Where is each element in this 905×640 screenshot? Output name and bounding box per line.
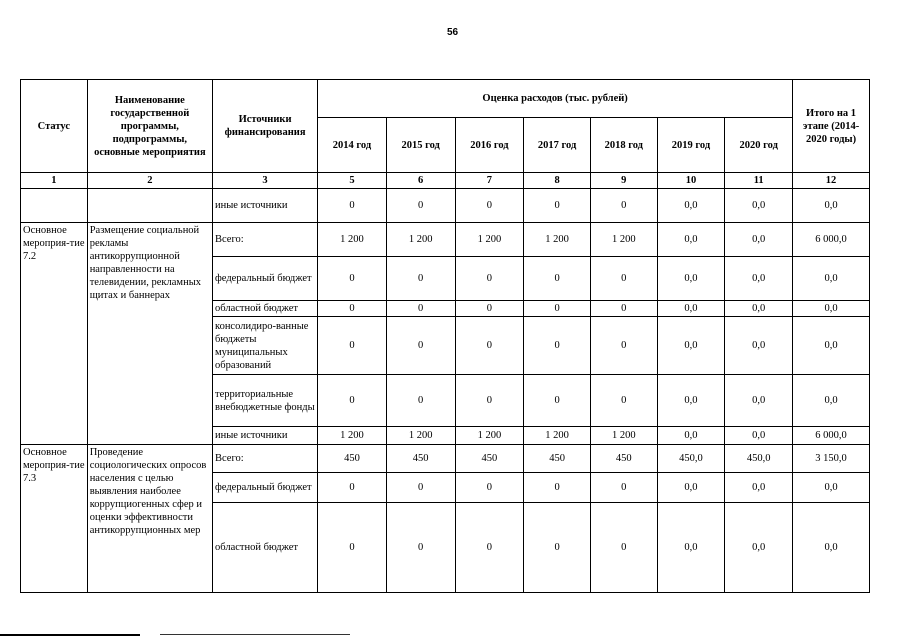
value-cell: 0	[386, 189, 455, 223]
value-cell: 1 200	[318, 223, 387, 257]
value-cell: 0,0	[725, 257, 793, 301]
value-cell: 6 000,0	[793, 223, 870, 257]
header-costs: Оценка расходов (тыс. рублей)	[318, 80, 793, 118]
value-cell: 0,0	[793, 473, 870, 503]
value-cell: 0,0	[725, 301, 793, 317]
source-cell: консолидиро-ванные бюджеты муниципальных образований	[213, 317, 318, 375]
value-cell: 0,0	[657, 503, 725, 593]
value-cell: 0,0	[657, 427, 725, 445]
value-cell: 0	[455, 473, 524, 503]
value-cell: 0	[318, 473, 387, 503]
value-cell: 450	[386, 445, 455, 473]
value-cell: 0,0	[725, 189, 793, 223]
page-edge-rule	[0, 634, 140, 636]
value-cell: 450	[524, 445, 591, 473]
budget-table	[20, 79, 870, 593]
value-cell: 0,0	[657, 223, 725, 257]
source-cell: областной бюджет	[213, 503, 318, 593]
value-cell: 0	[386, 317, 455, 375]
value-cell: 1 200	[524, 427, 591, 445]
source-cell: Всего:	[213, 445, 318, 473]
header-year: 2017 год	[524, 118, 591, 173]
value-cell: 0,0	[793, 189, 870, 223]
value-cell: 0,0	[657, 317, 725, 375]
header-name: Наименование государственной программы, подпрограммы, основные мероприятия	[87, 80, 212, 173]
source-cell: федеральный бюджет	[213, 473, 318, 503]
column-number: 10	[657, 173, 725, 189]
value-cell: 0	[590, 317, 657, 375]
value-cell: 0	[318, 301, 387, 317]
value-cell: 1 200	[386, 427, 455, 445]
column-number: 11	[725, 173, 793, 189]
value-cell: 0	[590, 301, 657, 317]
header-year: 2018 год	[590, 118, 657, 173]
value-cell: 0,0	[725, 473, 793, 503]
source-cell: федеральный бюджет	[213, 257, 318, 301]
column-number: 8	[524, 173, 591, 189]
value-cell: 0	[455, 301, 524, 317]
value-cell: 1 200	[455, 223, 524, 257]
header-total: Итого на 1 этапе (2014-2020 годы)	[793, 80, 870, 173]
header-year: 2016 год	[455, 118, 524, 173]
value-cell: 0,0	[793, 375, 870, 427]
value-cell: 450,0	[657, 445, 725, 473]
value-cell: 0	[524, 301, 591, 317]
source-cell: областной бюджет	[213, 301, 318, 317]
value-cell: 0	[318, 189, 387, 223]
value-cell: 0	[524, 189, 591, 223]
value-cell: 450	[455, 445, 524, 473]
value-cell: 0,0	[793, 301, 870, 317]
value-cell: 0	[590, 473, 657, 503]
value-cell: 0	[318, 503, 387, 593]
value-cell: 0	[386, 375, 455, 427]
value-cell: 0	[524, 375, 591, 427]
value-cell: 0	[590, 189, 657, 223]
value-cell: 450,0	[725, 445, 793, 473]
measure-name: Проведение социологических опросов населения с целью выявления наиболее коррупциогенных сфер и оценки эффективности антикоррупционных мер	[87, 445, 212, 593]
header-sources: Источники финансирования	[213, 80, 318, 173]
value-cell: 0,0	[793, 317, 870, 375]
value-cell: 0,0	[725, 427, 793, 445]
value-cell: 0,0	[725, 317, 793, 375]
value-cell: 1 200	[590, 223, 657, 257]
value-cell: 0	[455, 503, 524, 593]
value-cell: 1 200	[524, 223, 591, 257]
value-cell: 0	[318, 317, 387, 375]
table-row	[21, 445, 870, 473]
value-cell: 0	[524, 473, 591, 503]
value-cell: 0	[455, 257, 524, 301]
column-number: 9	[590, 173, 657, 189]
value-cell: 0	[524, 257, 591, 301]
value-cell: 0,0	[725, 503, 793, 593]
source-cell: иные источники	[213, 189, 318, 223]
value-cell: 0	[590, 503, 657, 593]
measure-status: Основное мероприя-тие 7.2	[21, 223, 88, 445]
column-number: 1	[21, 173, 88, 189]
source-cell: Всего:	[213, 223, 318, 257]
value-cell: 0	[590, 375, 657, 427]
value-cell: 0,0	[725, 223, 793, 257]
value-cell: 1 200	[386, 223, 455, 257]
value-cell: 3 150,0	[793, 445, 870, 473]
value-cell: 0	[386, 257, 455, 301]
value-cell: 0	[318, 257, 387, 301]
value-cell: 0,0	[657, 301, 725, 317]
page-number: 56	[446, 27, 459, 38]
value-cell: 0	[318, 375, 387, 427]
measure-name: Размещение социальной рекламы антикоррупционной направленности на телевидении, рекламных щитах и баннерах	[87, 223, 212, 445]
value-cell: 0,0	[657, 257, 725, 301]
value-cell: 0,0	[657, 375, 725, 427]
value-cell: 1 200	[455, 427, 524, 445]
value-cell: 0	[455, 375, 524, 427]
value-cell: 0,0	[657, 189, 725, 223]
value-cell: 6 000,0	[793, 427, 870, 445]
header-year: 2014 год	[318, 118, 387, 173]
table-row	[21, 223, 870, 257]
value-cell: 0,0	[793, 257, 870, 301]
value-cell: 0	[524, 317, 591, 375]
page-edge-rule	[160, 634, 350, 635]
column-number: 6	[386, 173, 455, 189]
value-cell: 0	[455, 317, 524, 375]
value-cell: 450	[590, 445, 657, 473]
measure-status: Основное мероприя-тие 7.3	[21, 445, 88, 593]
value-cell: 0	[386, 473, 455, 503]
value-cell: 450	[318, 445, 387, 473]
column-number: 5	[318, 173, 387, 189]
value-cell: 0	[524, 503, 591, 593]
header-year: 2015 год	[386, 118, 455, 173]
source-cell: иные источники	[213, 427, 318, 445]
status-cell	[21, 189, 88, 223]
table-row	[21, 189, 870, 223]
value-cell: 0	[455, 189, 524, 223]
value-cell: 0,0	[725, 375, 793, 427]
column-number: 7	[455, 173, 524, 189]
value-cell: 0	[386, 503, 455, 593]
source-cell: территориальные внебюджетные фонды	[213, 375, 318, 427]
column-number: 12	[793, 173, 870, 189]
column-number: 2	[87, 173, 212, 189]
name-cell	[87, 189, 212, 223]
column-number: 3	[213, 173, 318, 189]
header-year: 2019 год	[657, 118, 725, 173]
value-cell: 0	[386, 301, 455, 317]
value-cell: 0	[590, 257, 657, 301]
header-year: 2020 год	[725, 118, 793, 173]
value-cell: 1 200	[318, 427, 387, 445]
header-status: Статус	[21, 80, 88, 173]
value-cell: 1 200	[590, 427, 657, 445]
value-cell: 0,0	[657, 473, 725, 503]
value-cell: 0,0	[793, 503, 870, 593]
